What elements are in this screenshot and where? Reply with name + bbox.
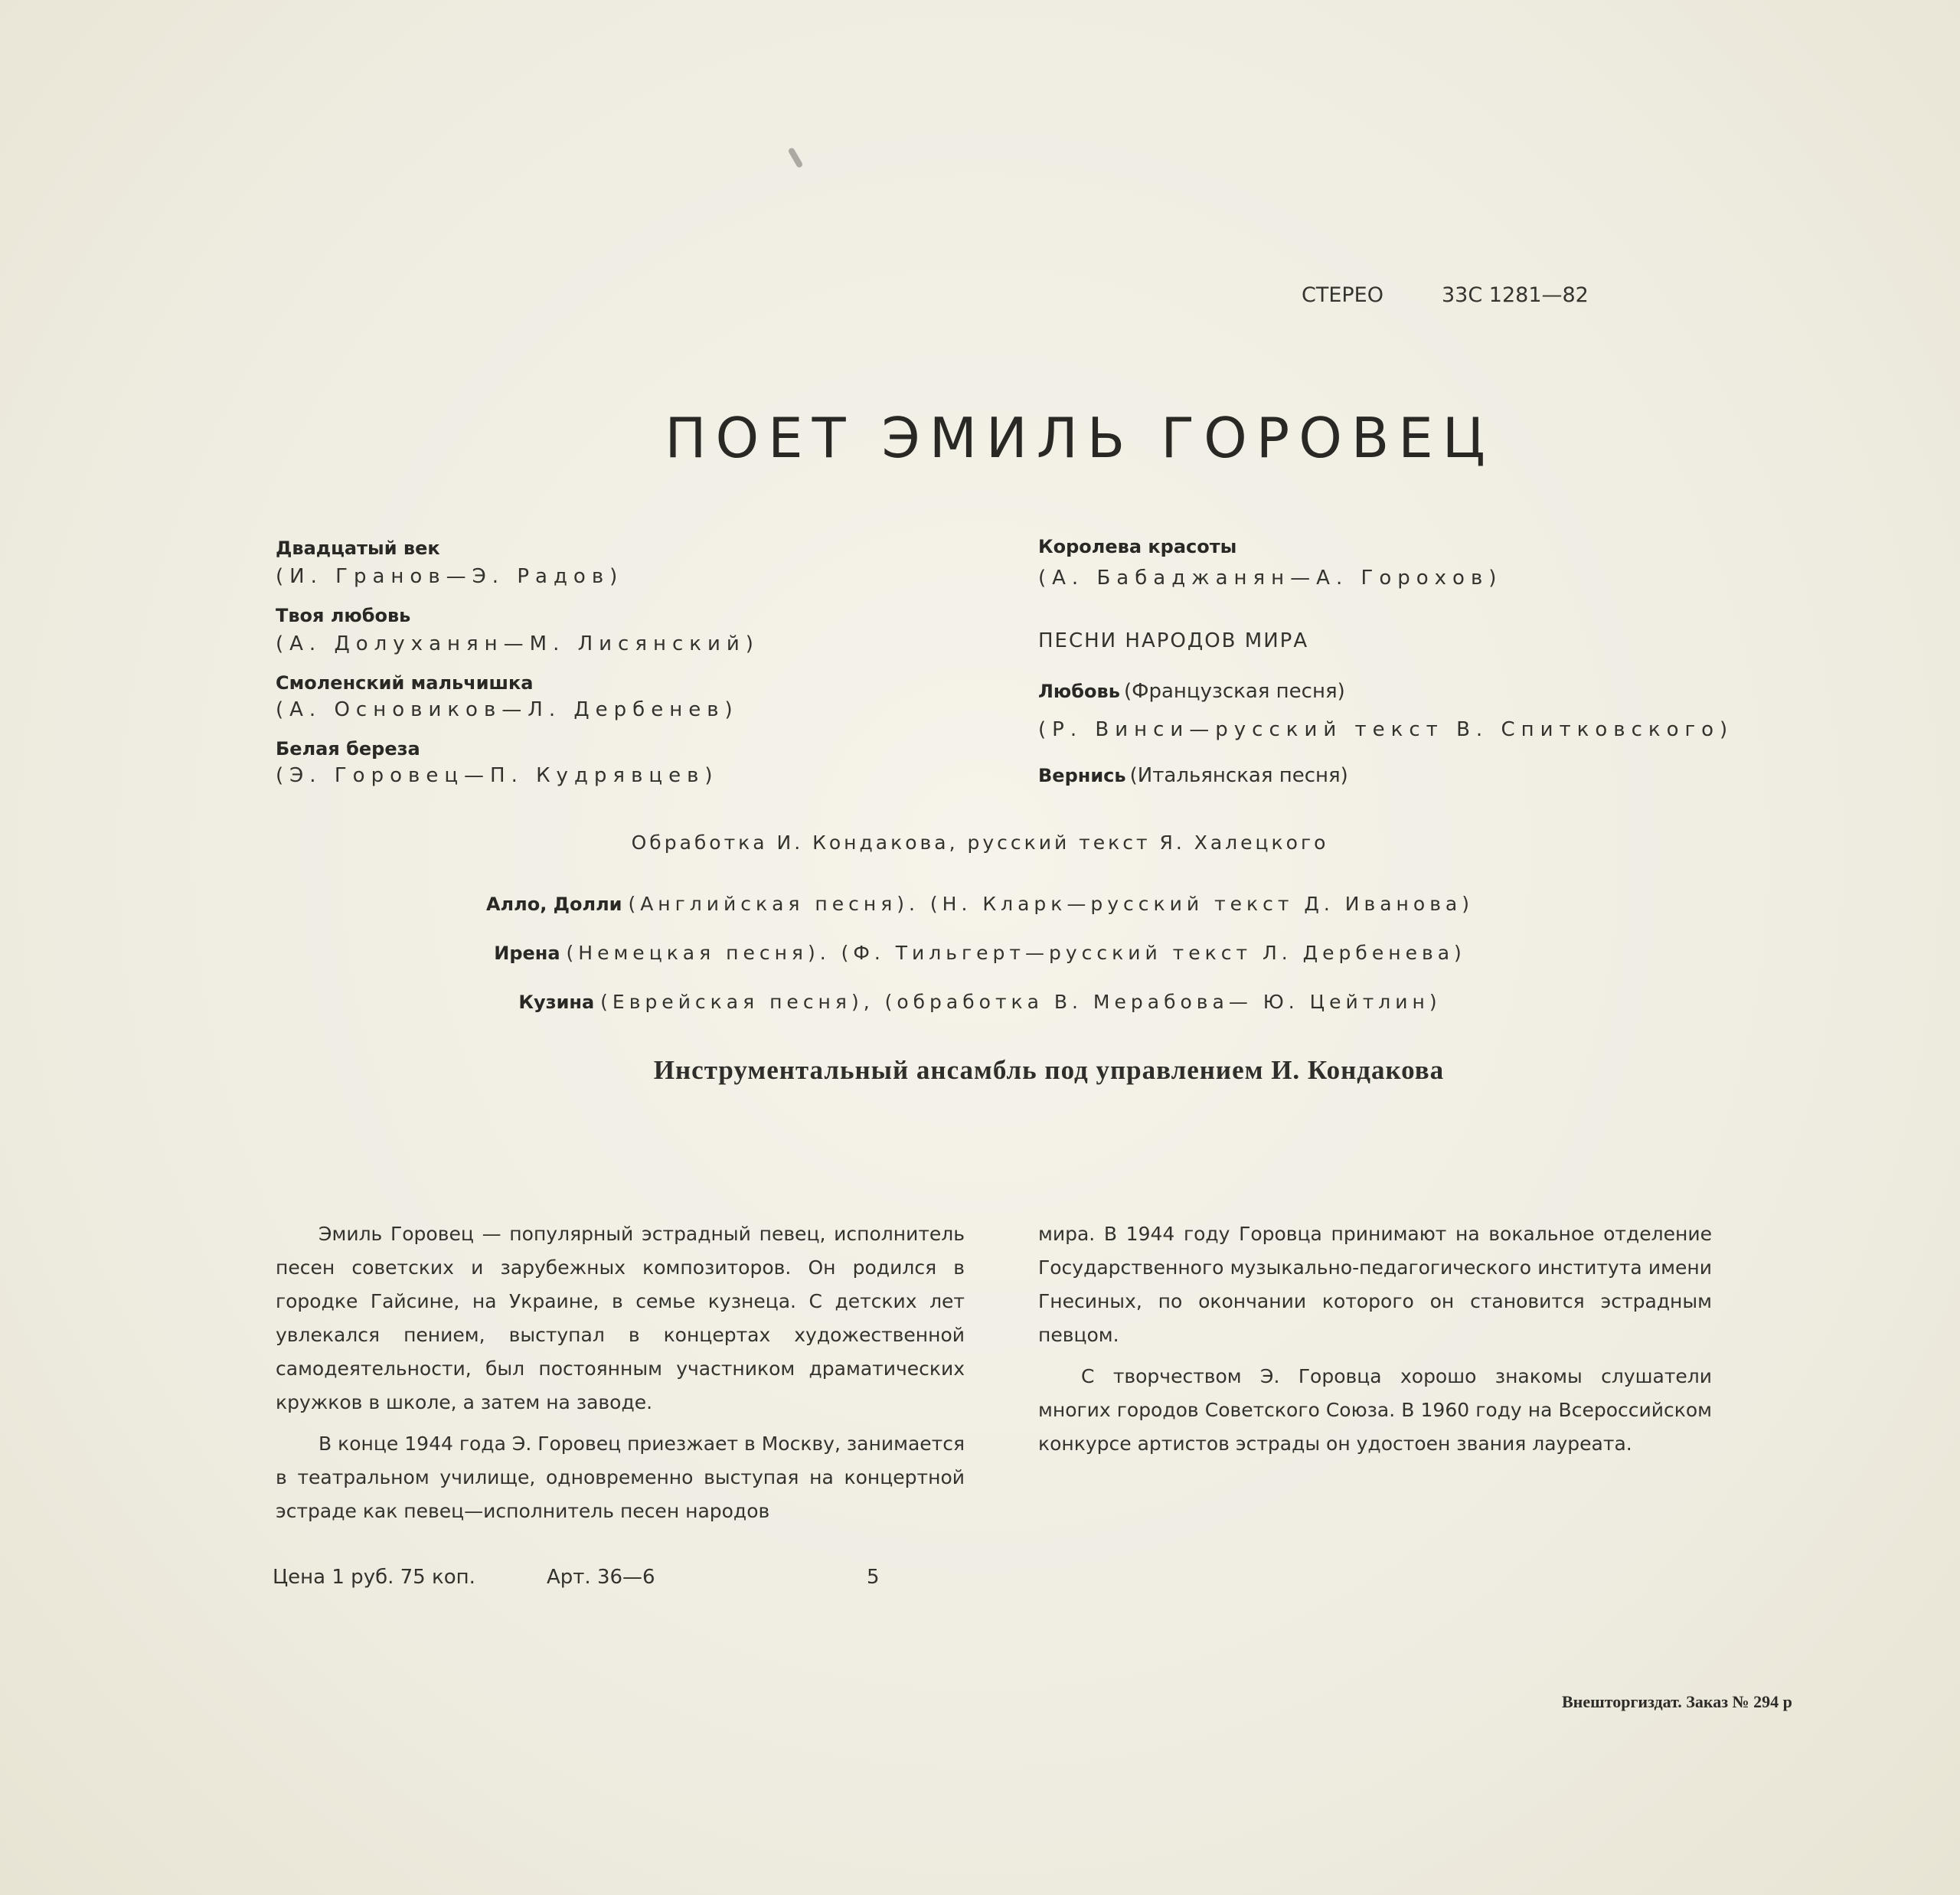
song-credit: (А. Бабаджанян—А. Горохов) bbox=[1038, 567, 1503, 590]
bio-paragraph: мира. В 1944 году Горовца принимают на вокальное отделение Государственного музыкально-педагогического института имени Гнесиных, по окончании которого он становится эстрадным певцом. bbox=[1038, 1223, 1712, 1346]
price: Цена 1 руб. 75 коп. bbox=[273, 1566, 475, 1589]
song-line: Любовь (Французская песня) bbox=[1038, 680, 1345, 703]
song-line: Вернись (Итальянская песня) bbox=[1038, 764, 1348, 787]
song-line: Ирена (Немецкая песня). (Ф. Тильгерт—русский текст Л. Дербенева) bbox=[494, 942, 1466, 964]
bio-paragraph: В конце 1944 года Э. Горовец приезжает в Москву, занимается в театральном училище, одновременно выступая на концертной эстраде как певец—исполнитель песен народов bbox=[276, 1433, 965, 1522]
song-title: Двадцатый век bbox=[276, 537, 440, 559]
song-credit: (А. Долуханян—М. Лисянский) bbox=[276, 632, 760, 655]
biography-left-column bbox=[276, 1217, 965, 1536]
stereo-label: СТЕРЕО bbox=[1302, 283, 1383, 307]
song-title: Смоленский мальчишка bbox=[276, 672, 534, 694]
catalog-number: 33С 1281—82 bbox=[1442, 283, 1589, 307]
song-line: Алло, Долли (Английская песня). (Н. Кларк—русский текст Д. Иванова) bbox=[485, 893, 1475, 915]
song-title: Твоя любовь bbox=[276, 605, 411, 626]
section-heading: ПЕСНИ НАРОДОВ МИРА bbox=[1038, 629, 1309, 652]
code-number: 5 bbox=[867, 1566, 880, 1589]
song-title: Королева красоты bbox=[1038, 536, 1237, 557]
bio-paragraph: Эмиль Горовец — популярный эстрадный певец, исполнитель песен советских и зарубежных композиторов. Он родился в городке Гайсине, на Украине, в семье кузнеца. С детских лет увлекался пением, выступал в концертах художественной самодеятельности, был постоянным участником драматических кружков в школе, а затем на заводе. bbox=[276, 1223, 965, 1413]
article-number: Арт. 36—6 bbox=[547, 1566, 655, 1589]
printer-imprint: Внешторгиздат. Заказ № 294 р bbox=[1562, 1692, 1792, 1711]
arrangement-credit: Обработка И. Кондакова, русский текст Я. Халецкого bbox=[631, 832, 1329, 854]
song-credit: (Э. Горовец—П. Кудрявцев) bbox=[276, 764, 719, 787]
bio-paragraph: С творчеством Э. Горовца хорошо знакомы слушатели многих городов Советского Союза. В 1960 году на Всероссийском конкурсе артистов эстрады он удостоен звания лауреата. bbox=[1038, 1365, 1712, 1455]
song-credit: (Р. Винси—русский текст В. Спитковского) bbox=[1038, 718, 1734, 741]
biography-right-column bbox=[1038, 1217, 1712, 1469]
album-title: ПОЕТ ЭМИЛЬ ГОРОВЕЦ bbox=[665, 406, 1494, 470]
song-credit: (А. Основиков—Л. Дербенев) bbox=[276, 698, 739, 721]
song-title: Белая береза bbox=[276, 738, 420, 760]
song-credit: (И. Гранов—Э. Радов) bbox=[276, 565, 624, 588]
ensemble-credit: Инструментальный ансамбль под управлением И. Кондакова bbox=[653, 1055, 1445, 1085]
song-line: Кузина (Еврейская песня), (обработка В. Мерабова— Ю. Цейтлин) bbox=[518, 991, 1442, 1013]
